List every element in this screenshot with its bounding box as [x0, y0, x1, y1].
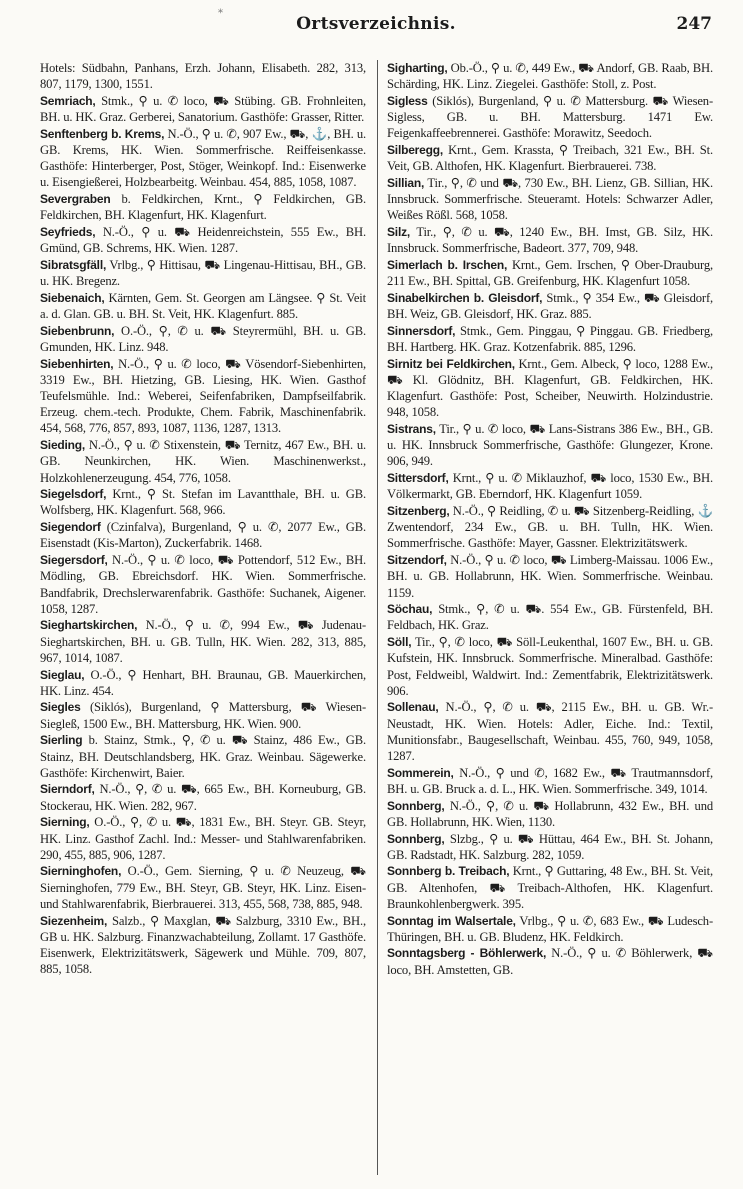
left-column [40, 60, 366, 1180]
entry-text: Stmk., Gem. Pinggau, ⚲ Pinggau. GB. Friedberg, BH. Hartberg. HK. Graz. Kotzenfabrik. 885, 1296. [387, 323, 713, 354]
index-entry [40, 781, 366, 813]
index-entry [40, 913, 366, 978]
entry-headword: Sillian, [387, 175, 425, 190]
index-entry [387, 634, 713, 699]
page-header [40, 6, 712, 40]
column-divider [377, 60, 378, 1175]
index-entry [387, 290, 713, 322]
entry-headword: Sistrans, [387, 421, 436, 436]
entry-text: N.-Ö., ⚲ u. ✆ loco, ⛟ Pottendorf, 512 Ew., BH. Mödling, GB. Ebreichsdorf. HK. Wien. Sommerfrische. Bandfabrik, Drechslerwarenfabrik. Gasthöfe: Suchanek, Aigener. 1058, 1287. [40, 553, 366, 616]
entry-headword: Sonntagsberg - Böhlerwerk, [387, 946, 547, 961]
index-entry [40, 191, 366, 223]
index-entry [40, 437, 366, 486]
entry-headword: Simerlach b. Irschen, [387, 257, 508, 272]
entry-headword: Sieding, [40, 438, 86, 453]
entry-headword: Seyfrieds, [40, 225, 96, 240]
entry-headword: Sierninghofen, [40, 864, 122, 879]
index-entry [387, 421, 713, 470]
index-entry [40, 667, 366, 699]
entry-text: Kärnten, Gem. St. Georgen am Längsee. ⚲ St. Veit a. d. Glan. GB. u. BH. St. Veit, HK. Klagenfurt. 885. [40, 290, 366, 322]
index-entry [387, 224, 713, 256]
index-entry [40, 224, 366, 256]
entry-headword: Sinabelkirchen b. Gleisdorf, [387, 290, 543, 305]
entry-headword: Sierndorf, [40, 782, 95, 797]
entry-text: N.-Ö., ⚲ u. ✆ Stixenstein, ⛟ Ternitz, 467 Ew., BH. u. GB. Neunkirchen, HK. Wien. Maschinenwerkst., Holzkohlenerzeugung. 454, 776, 1058. [40, 438, 366, 485]
index-entry [40, 552, 366, 617]
index-entry [387, 142, 713, 174]
entry-headword: Söll, [387, 635, 412, 650]
entry-text: N.-Ö., ⚲, ✆ u. ⛟ Hollabrunn, 432 Ew., BH. und GB. Hollabrunn, HK. Wien, 1130. [387, 798, 713, 829]
entry-headword: Söchau, [387, 602, 433, 617]
entry-headword: Sieghartskirchen, [40, 618, 138, 633]
index-entry [387, 831, 713, 863]
entry-headword: Sierning, [40, 815, 90, 830]
index-entry [387, 175, 713, 224]
entry-text: Ob.-Ö., ⚲ u. ✆, 449 Ew., ⛟ Andorf, GB. Raab, BH. Schärding, HK. Linz. Ziegelei. Gasthöfe: Stoll, z. Post. [387, 61, 713, 92]
entry-text: N.-Ö., ⚲ u. ✆ Böhlerwerk, ⛟ loco, BH. Amstetten, GB. [387, 946, 713, 977]
entry-text: N.-Ö., ⚲ u. ⛟ Heidenreichstein, 555 Ew., BH. Gmünd, GB. Schrems, HK. Wien. 1287. [40, 225, 366, 256]
entry-text: (Siklós), Burgenland, ⚲ Mattersburg, ⛟ Wiesen-Siegleß, 1500 Ew., BH. Mattersburg, HK. Wien. 900. [40, 700, 366, 731]
index-entry [40, 863, 366, 912]
entry-headword: Siegelsdorf, [40, 487, 107, 502]
index-entry [387, 913, 713, 945]
index-entry [40, 290, 366, 322]
entry-headword: Siegles [40, 700, 81, 715]
entry-text: Krnt., Gem. Krassta, ⚲ Treibach, 321 Ew., BH. St. Veit, GB. Althofen, HK. Klagenfurt. Bierbrauerei. 738. [387, 143, 713, 174]
entry-headword: Sieglau, [40, 667, 85, 682]
entry-text: N.-Ö., ⚲ Reidling, ✆ u. ⛟ Sitzenberg-Reidling, ⚓ Zwentendorf, 234 Ew., GB. u. BH. Tulln, HK. Wien. Sommerfrische. Gasthöfe: Mayer, Gassner. Elektrizitätswerk. [387, 503, 713, 551]
entry-text: N.-Ö., ⚲, ✆ u. ⛟, 665 Ew., BH. Korneuburg, GB. Stockerau, HK. Wien. 282, 967. [40, 782, 366, 813]
entry-headword: Semriach, [40, 93, 96, 108]
entry-headword: Sigharting, [387, 61, 448, 75]
entry-text: O.-Ö., ⚲, ✆ u. ⛟, 1831 Ew., BH. Steyr. GB. Steyr, HK. Linz. Gasthof Zachl. Ind.: Messer- und Stahlwarenfabriken. 290, 455, 885, 906, 1287. [40, 815, 366, 862]
entry-headword: Silberegg, [387, 143, 444, 158]
entry-text: Krnt., ⚲ Guttaring, 48 Ew., BH. St. Veit, GB. Altenhofen, ⛟ Treibach-Althofen, HK. Klagenfurt. Braunkohlenbergwerk. 395. [387, 864, 713, 911]
entry-text: N.-Ö., ⚲ u. ✆ loco, ⛟ Vösendorf-Siebenhirten, 3319 Ew., BH. Hietzing, GB. Liesing, HK. Wien. Gasthof Teufelsmühle. Ind.: Weberei, Seifenfabriken, Dampfseilfabrik. Erzeug. chem.-tech. Produkte, Chem. Fabrik, Maschinenfabrik. 454, 568, 776, 857, 893, 1087, 1136, 1287, 1313. [40, 356, 366, 436]
entry-text: Vrlbg., ⚲ Hittisau, ⛟ Lingenau-Hittisau, BH., GB. u. HK. Bregenz. [40, 257, 366, 289]
entry-text: Stmk., ⚲, ✆ u. ⛟. 554 Ew., GB. Fürstenfeld, BH. Feldbach, HK. Graz. [387, 602, 713, 633]
entry-text: (Czinfalva), Burgenland, ⚲ u. ✆, 2077 Ew., GB. Eisenstadt (Kis-Marton), Zuckerfabrik. 1468. [40, 520, 366, 551]
index-entry [40, 519, 366, 551]
entry-headword: Sonnberg, [387, 798, 445, 813]
index-entry [387, 798, 713, 830]
index-entry [387, 323, 713, 355]
entry-headword: Siebenhirten, [40, 356, 114, 371]
entry-headword: Sibratsgfäll, [40, 257, 107, 272]
entry-text: O.-Ö., Gem. Sierning, ⚲ u. ✆ Neuzeug, ⛟ Sierninghofen, 779 Ew., BH. Steyr, GB. Steyr, HK. Linz. Eisen- und Stahlwarenfabrik, Bierbrauerei. 313, 455, 568, 738, 885, 948. [40, 864, 366, 911]
index-entry [387, 863, 713, 912]
entry-headword: Silz, [387, 225, 411, 240]
entry-text: (Siklós), Burgenland, ⚲ u. ✆ Mattersburg. ⛟ Wiesen-Sigless, GB. u. BH. Mattersburg. 1471 Ew. Feigenkaffeebrennerei. Gasthöfe: Morawitz, Seedoch. [387, 93, 713, 141]
index-entry [387, 503, 713, 552]
index-entry [40, 93, 366, 125]
entry-headword: Sitzenberg, [387, 503, 450, 518]
entry-text: Krnt., ⚲ St. Stefan im Lavantthale, BH. u. GB. Wolfsberg, HK. Klagenfurt. 568, 966. [40, 487, 366, 518]
entry-text: Salzb., ⚲ Maxglan, ⛟ Salzburg, 3310 Ew., BH., GB u. HK. Salzburg. Finanzwachabteilung, Zollamt. 17 Gasthöfe. Eisenwerk, Elektrizitätswerk, Sägewerk und Mühle. 709, 807, 885, 1058. [40, 913, 366, 977]
index-entry [387, 765, 713, 797]
entry-text: Krnt., ⚲ u. ✆ Miklauzhof, ⛟ loco, 1530 Ew., BH. Völkermarkt, GB. Eberndorf, HK. Klagenfurt 1059. [387, 471, 713, 502]
index-entry [40, 356, 366, 437]
entry-headword: Sigless [387, 93, 428, 108]
entry-headword: Senftenberg b. Krems, [40, 126, 165, 141]
entry-text: Vrlbg., ⚲ u. ✆, 683 Ew., ⛟ Ludesch-Thüringen, BH. u. GB. Bludenz, HK. Feldkirch. [387, 913, 713, 944]
entry-text: O.-Ö., ⚲ Henhart, BH. Braunau, GB. Mauerkirchen, HK. Linz. 454. [40, 667, 366, 698]
entry-headword: Siebenaich, [40, 290, 105, 305]
entry-text: Tir., ⚲, ✆ und ⛟, 730 Ew., BH. Lienz, GB. Sillian, HK. Innsbruck. Sommerfrische. Steueramt. Hotels: Schwarzer Adler, Weißes Rößl. 568, 1058. [387, 175, 713, 223]
index-entry [40, 732, 366, 781]
index-entry [387, 356, 713, 421]
index-entry [40, 814, 366, 863]
index-entry [40, 617, 366, 666]
entry-text: N.-Ö., ⚲ und ✆, 1682 Ew., ⛟ Trautmannsdorf, BH. u. GB. Bruck a. d. L., HK. Wien. Sommerfrische. 349, 1014. [387, 765, 713, 796]
index-entry [387, 601, 713, 633]
entry-headword: Sonnberg, [387, 831, 445, 846]
entry-text: N.-Ö., ⚲, ✆ u. ⛟, 2115 Ew., BH. u. GB. Wr.-Neustadt, HK. Wien. Hotels: Adler, Eiche. Ind.: Textil, Munitionsfabr., Baugesellschaft, Weinbau. 455, 760, 949, 1058, 1287. [387, 700, 713, 764]
entry-headword: Siezenheim, [40, 913, 108, 928]
entry-text: O.-Ö., ⚲, ✆ u. ⛟ Steyrermühl, BH. u. GB. Gmunden, HK. Linz. 948. [40, 323, 366, 354]
index-entry [40, 323, 366, 355]
header-mark: * [218, 8, 223, 19]
index-entry [387, 552, 713, 601]
entry-text: Tir., ⚲, ✆ loco, ⛟ Söll-Leukenthal, 1607 Ew., BH. u. GB. Kufstein, HK. Innsbruck. Sommerfrische. Mineralbad. Gasthöfe: Post, Feldweibl, Waldwirt. Ind.: Zementfabrik, Elektrizitätswerk. 906. [387, 635, 713, 698]
index-entry [387, 470, 713, 502]
entry-text: N.-Ö., ⚲ u. ✆ loco, ⛟ Limberg-Maissau. 1006 Ew., BH. u. GB. Hollabrunn, HK. Wien. Sommerfrische. Weinbau. 1159. [387, 553, 713, 600]
index-entry [387, 60, 713, 92]
index-entry [387, 93, 713, 142]
entry-text: Krnt., Gem. Irschen, ⚲ Ober-Drauburg, 211 Ew., BH. Spittal, GB. Greifenburg, HK. Klagenfurt 1058. [387, 257, 713, 289]
index-entry [387, 699, 713, 764]
entry-text: Krnt., Gem. Albeck, ⚲ loco, 1288 Ew., ⛟ Kl. Glödnitz, BH. Klagenfurt, GB. Feldkirchen, HK. Klagenfurt. Gasthöfe: Post, Scheiber, Neuwirth. Holzindustrie. 948, 1058. [387, 356, 713, 420]
entry-headword: Sierling [40, 733, 83, 748]
entry-headword: Severgraben [40, 192, 111, 207]
entry-text: Stmk., ⚲ u. ✆ loco, ⛟ Stübing. GB. Frohnleiten, BH. u. HK. Graz. Gerberei, Sanatorium. Gasthöfe: Grasser, Ritter. [40, 93, 366, 125]
index-entry [387, 257, 713, 289]
index-entry [40, 486, 366, 518]
page-number: 247 [676, 14, 712, 34]
entry-text: N.-Ö., ⚲ u. ✆, 907 Ew., ⛟, ⚓, BH. u. GB. Krems, HK. Wien. Sommerfrische. Reiffeisenkasse. Gasthöfe: Hinterberger, Post, Stöger, Weinkopf. Ind.: Eisenwerke u. Eisengießerei, Holzbearbeitg. Weinbau. 454, 885, 1058, 1087. [40, 126, 366, 190]
entry-headword: Sittersdorf, [387, 471, 449, 486]
right-column [387, 60, 713, 1180]
entry-text: Hotels: Südbahn, Panhans, Erzh. Johann, Elisabeth. 282, 313, 807, 1179, 1300, 1551. [40, 61, 366, 92]
entry-headword: Sonntag im Walsertale, [387, 913, 516, 928]
entry-text: b. Feldkirchen, Krnt., ⚲ Feldkirchen, GB. Feldkirchen, BH. Klagenfurt, HK. Klagenfurt. [40, 192, 366, 223]
index-entry [40, 699, 366, 731]
entry-text: Tir., ⚲ u. ✆ loco, ⛟ Lans-Sistrans 386 Ew., BH., GB. u. HK. Innsbruck Sommerfrische, Gasthöfe: Glungezer, Krone. 906, 949. [387, 421, 713, 469]
entry-text: Slzbg., ⚲ u. ⛟ Hüttau, 464 Ew., BH. St. Johann, GB. Radstadt, HK. Salzburg. 282, 1059. [387, 831, 713, 862]
page-title: Ortsverzeichnis. [296, 14, 456, 34]
entry-headword: Siegersdorf, [40, 553, 108, 568]
entry-headword: Sinnersdorf, [387, 323, 456, 338]
entry-text: b. Stainz, Stmk., ⚲, ✆ u. ⛟ Stainz, 486 Ew., GB. Stainz, BH. Deutschlandsberg, HK. Graz. Weinbau. Sägewerke. Gasthöfe: Kirchenwirt, Baier. [40, 733, 366, 780]
entry-text: Tir., ⚲, ✆ u. ⛟, 1240 Ew., BH. Imst, GB. Silz, HK. Innsbruck. Sommerfrische, Badeort. 377, 709, 948. [387, 225, 713, 256]
entry-headword: Siebenbrunn, [40, 323, 115, 338]
entry-headword: Sonnberg b. Treibach, [387, 864, 510, 879]
entry-headword: Sitzendorf, [387, 553, 447, 568]
entry-text: N.-Ö., ⚲ u. ✆, 994 Ew., ⛟ Judenau-Sieghartskirchen, BH. u. GB. Tulln, HK. Wien. 282, 313, 885, 967, 1014, 1087. [40, 618, 366, 665]
index-entry [387, 945, 713, 977]
entry-headword: Sollenau, [387, 700, 439, 715]
entry-text: Stmk., ⚲ 354 Ew., ⛟ Gleisdorf, BH. Weiz, GB. Gleisdorf, HK. Graz. 885. [387, 290, 713, 322]
index-entry [40, 257, 366, 289]
entry-headword: Sirnitz bei Feldkirchen, [387, 356, 515, 371]
entry-headword: Siegendorf [40, 520, 101, 535]
entry-headword: Sommerein, [387, 765, 454, 780]
index-entry [40, 60, 366, 92]
index-entry [40, 126, 366, 191]
